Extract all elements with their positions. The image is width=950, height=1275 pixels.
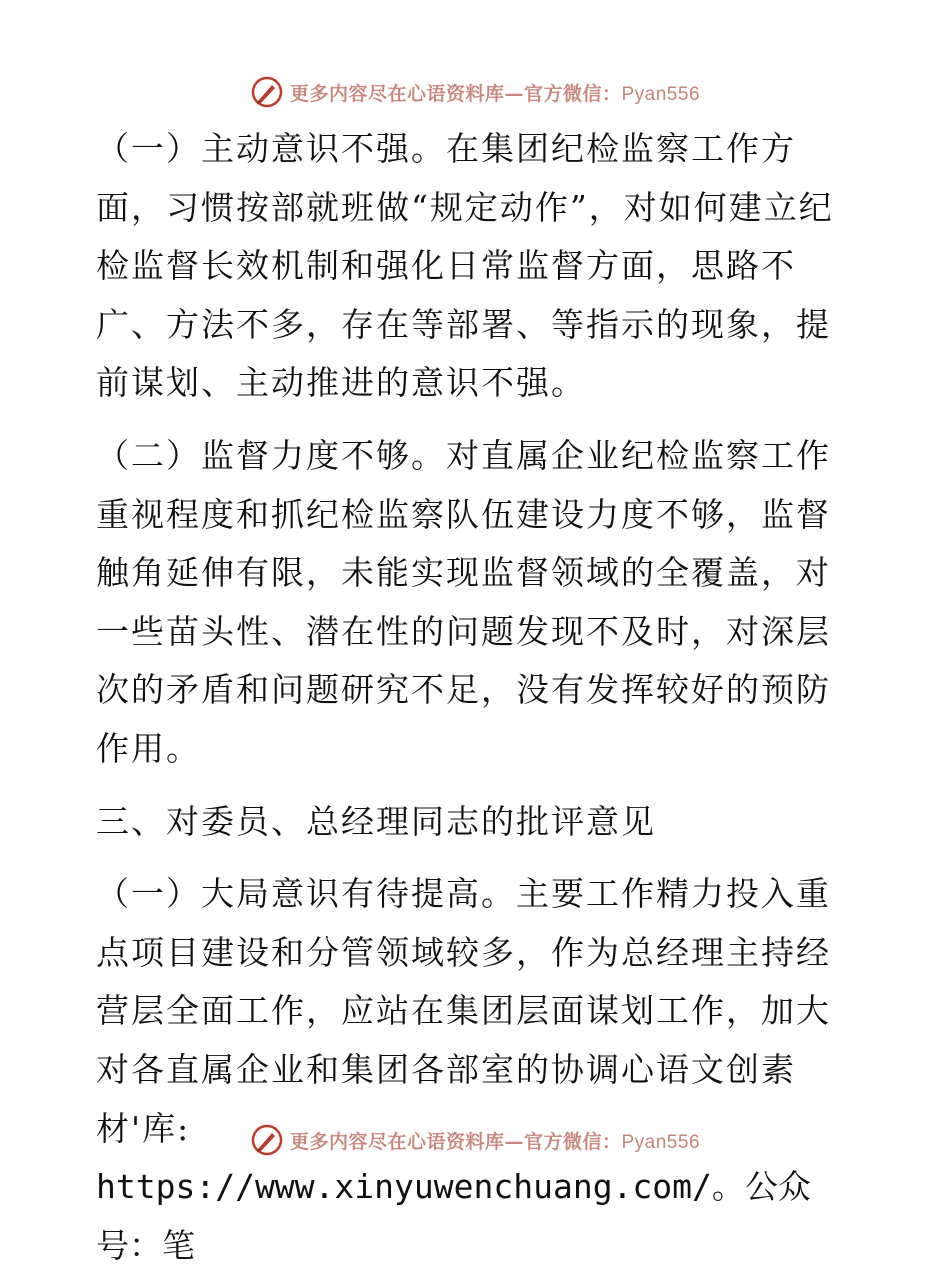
watermark-text: 更多内容尽在心语资料库—官方微信：Pyan556: [289, 1130, 701, 1153]
pen-logo-icon: [250, 1123, 284, 1157]
watermark-text: 更多内容尽在心语资料库—官方微信：Pyan556: [289, 82, 701, 105]
url-line: https://www.xinyuwenchuang.com/。公众号：笔: [96, 1167, 811, 1265]
paragraph: （一）大局意识有待提高。主要工作精力投入重点项目建设和分管领域较多，作为总经理主持经营层全面工作，应站在集团层面谋划工作，加大对各直属企业和集团各部室的协调心语文创素材'库:: [96, 874, 831, 1148]
paragraph: （二）监督力度不够。对直属企业纪检监察工作重视程度和抓纪检监察队伍建设力度不够，监督触角延伸有限，未能实现监督领域的全覆盖，对一些苗头性、潜在性的问题发现不及时，对深层次的矛盾和问题研究不足，没有发挥较好的预防作用。: [96, 435, 831, 768]
pen-logo-icon: [250, 75, 284, 109]
watermark-banner-top: [0, 72, 950, 112]
watermark-banner-bottom: [0, 1120, 950, 1160]
section-heading: 三、对委员、总经理同志的批评意见: [96, 801, 656, 841]
document-body: [96, 120, 856, 1275]
paragraph: （一）主动意识不强。在集团纪检监察工作方面，习惯按部就班做“规定动作”，对如何建立纪检监督长效机制和强化日常监督方面，思路不广、方法不多，存在等部署、等指示的现象，提前谋划、主动推进的意识不强。: [96, 129, 834, 403]
